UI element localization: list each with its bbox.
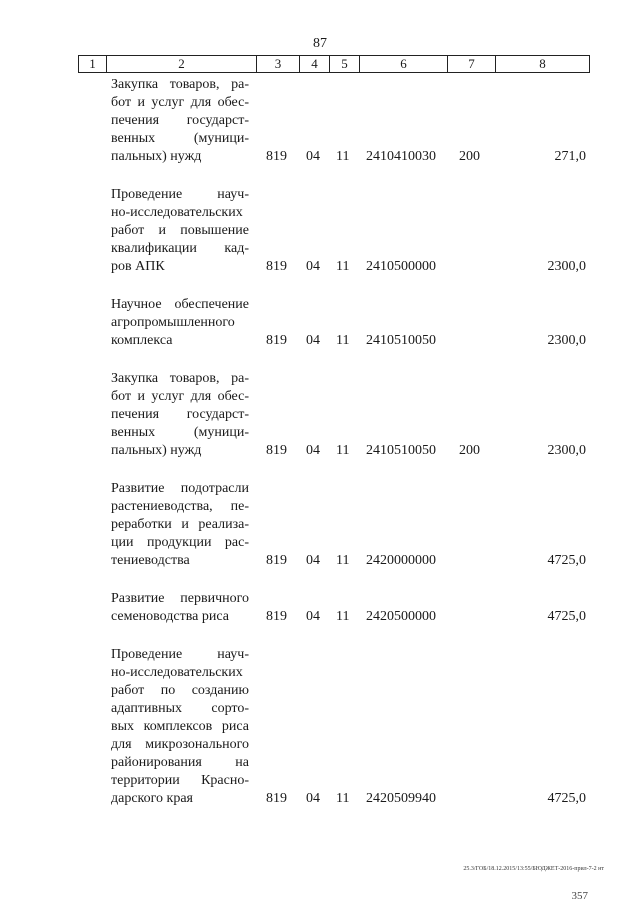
- header-cell-8: 8: [495, 56, 590, 72]
- header-cell-1: 1: [78, 56, 106, 72]
- header-cell-2: 2: [106, 56, 256, 72]
- row-name-line: Научное обеспечение: [111, 297, 249, 312]
- row-name: [111, 186, 249, 276]
- cell-c6: 2420509940: [366, 791, 436, 806]
- cell-c5: 11: [336, 553, 350, 568]
- cell-c7: 200: [459, 443, 480, 458]
- cell-c5: 11: [336, 443, 350, 458]
- row-name-line: печения государст-: [111, 113, 249, 128]
- cell-c7: 200: [459, 149, 480, 164]
- budget-table: [0, 76, 640, 808]
- cell-c6: 2420000000: [366, 553, 436, 568]
- cell-c3: 819: [266, 259, 287, 274]
- header-cell-7: 7: [447, 56, 495, 72]
- table-row: [0, 590, 640, 626]
- cell-c5: 11: [336, 791, 350, 806]
- row-name-line: агропромышленного: [111, 315, 235, 330]
- row-name-line: венных (муници-: [111, 425, 249, 440]
- cell-c4: 04: [306, 333, 320, 348]
- cell-c8: 2300,0: [547, 333, 586, 348]
- cell-c4: 04: [306, 443, 320, 458]
- row-name-line: но-исследовательских: [111, 205, 243, 220]
- cell-c3: 819: [266, 553, 287, 568]
- cell-c6: 2410510050: [366, 333, 436, 348]
- row-name-line: тениеводства: [111, 553, 190, 568]
- table-row: [0, 646, 640, 808]
- cell-c5: 11: [336, 259, 350, 274]
- page-number: 87: [313, 36, 327, 51]
- row-name-line: бот и услуг для обес-: [111, 389, 249, 404]
- document-code: 25.3/ГОБ/18.12.2015/13:55/БЮДЖЕТ-2016-прил-7-2 нт: [463, 866, 604, 872]
- row-name-line: но-исследовательских: [111, 665, 243, 680]
- row-name: [111, 480, 249, 570]
- row-name-line: для микрозонального: [111, 737, 249, 752]
- cell-c5: 11: [336, 149, 350, 164]
- table-row: [0, 370, 640, 460]
- header-cell-3: 3: [256, 56, 299, 72]
- row-name-line: Проведение науч-: [111, 647, 249, 662]
- row-name: [111, 296, 249, 350]
- row-name-line: бот и услуг для обес-: [111, 95, 249, 110]
- cell-c3: 819: [266, 609, 287, 624]
- cell-c6: 2420500000: [366, 609, 436, 624]
- row-name-line: работ и повышение: [111, 223, 249, 238]
- cell-c4: 04: [306, 609, 320, 624]
- cell-c3: 819: [266, 443, 287, 458]
- cell-c3: 819: [266, 791, 287, 806]
- cell-c6: 2410510050: [366, 443, 436, 458]
- row-name-line: Развитие подотрасли: [111, 481, 249, 496]
- cell-c4: 04: [306, 259, 320, 274]
- row-name-line: печения государст-: [111, 407, 249, 422]
- row-name-line: пальных) нужд: [111, 149, 202, 164]
- row-name-line: квалификации кад-: [111, 241, 249, 256]
- row-name: [111, 370, 249, 460]
- cell-c6: 2410500000: [366, 259, 436, 274]
- cell-c8: 4725,0: [547, 791, 586, 806]
- cell-c8: 2300,0: [547, 259, 586, 274]
- cell-c5: 11: [336, 609, 350, 624]
- table-header: [78, 55, 590, 73]
- table-row: [0, 296, 640, 350]
- row-name-line: Закупка товаров, ра-: [111, 77, 249, 92]
- cell-c6: 2410410030: [366, 149, 436, 164]
- row-name-line: работ по созданию: [111, 683, 249, 698]
- row-name-line: районирования на: [111, 755, 249, 770]
- row-name-line: Закупка товаров, ра-: [111, 371, 249, 386]
- row-name-line: комплекса: [111, 333, 173, 348]
- row-name: [111, 590, 249, 626]
- row-name-line: ров АПК: [111, 259, 165, 274]
- cell-c4: 04: [306, 791, 320, 806]
- cell-c8: 4725,0: [547, 609, 586, 624]
- cell-c8: 4725,0: [547, 553, 586, 568]
- cell-c3: 819: [266, 149, 287, 164]
- row-name-line: Развитие первичного: [111, 591, 249, 606]
- header-cell-4: 4: [299, 56, 329, 72]
- cell-c4: 04: [306, 149, 320, 164]
- row-name-line: вых комплексов риса: [111, 719, 249, 734]
- row-name-line: растениеводства, пе-: [111, 499, 249, 514]
- cell-c4: 04: [306, 553, 320, 568]
- table-row: [0, 186, 640, 276]
- table-row: [0, 480, 640, 570]
- header-cell-5: 5: [329, 56, 359, 72]
- row-name: [111, 76, 249, 166]
- row-name: [111, 646, 249, 808]
- row-name-line: венных (муници-: [111, 131, 249, 146]
- cell-c8: 2300,0: [547, 443, 586, 458]
- header-cell-6: 6: [359, 56, 447, 72]
- row-name-line: Проведение науч-: [111, 187, 249, 202]
- cell-c5: 11: [336, 333, 350, 348]
- row-name-line: ции продукции рас-: [111, 535, 249, 550]
- row-name-line: реработки и реализа-: [111, 517, 249, 532]
- table-row: [0, 76, 640, 166]
- row-name-line: пальных) нужд: [111, 443, 202, 458]
- row-name-line: адаптивных сорто-: [111, 701, 249, 716]
- cell-c8: 271,0: [554, 149, 586, 164]
- row-name-line: дарского края: [111, 791, 193, 806]
- cell-c3: 819: [266, 333, 287, 348]
- row-name-line: территории Красно-: [111, 773, 249, 788]
- sheet-mark: 357: [571, 890, 588, 902]
- row-name-line: семеноводства риса: [111, 609, 229, 624]
